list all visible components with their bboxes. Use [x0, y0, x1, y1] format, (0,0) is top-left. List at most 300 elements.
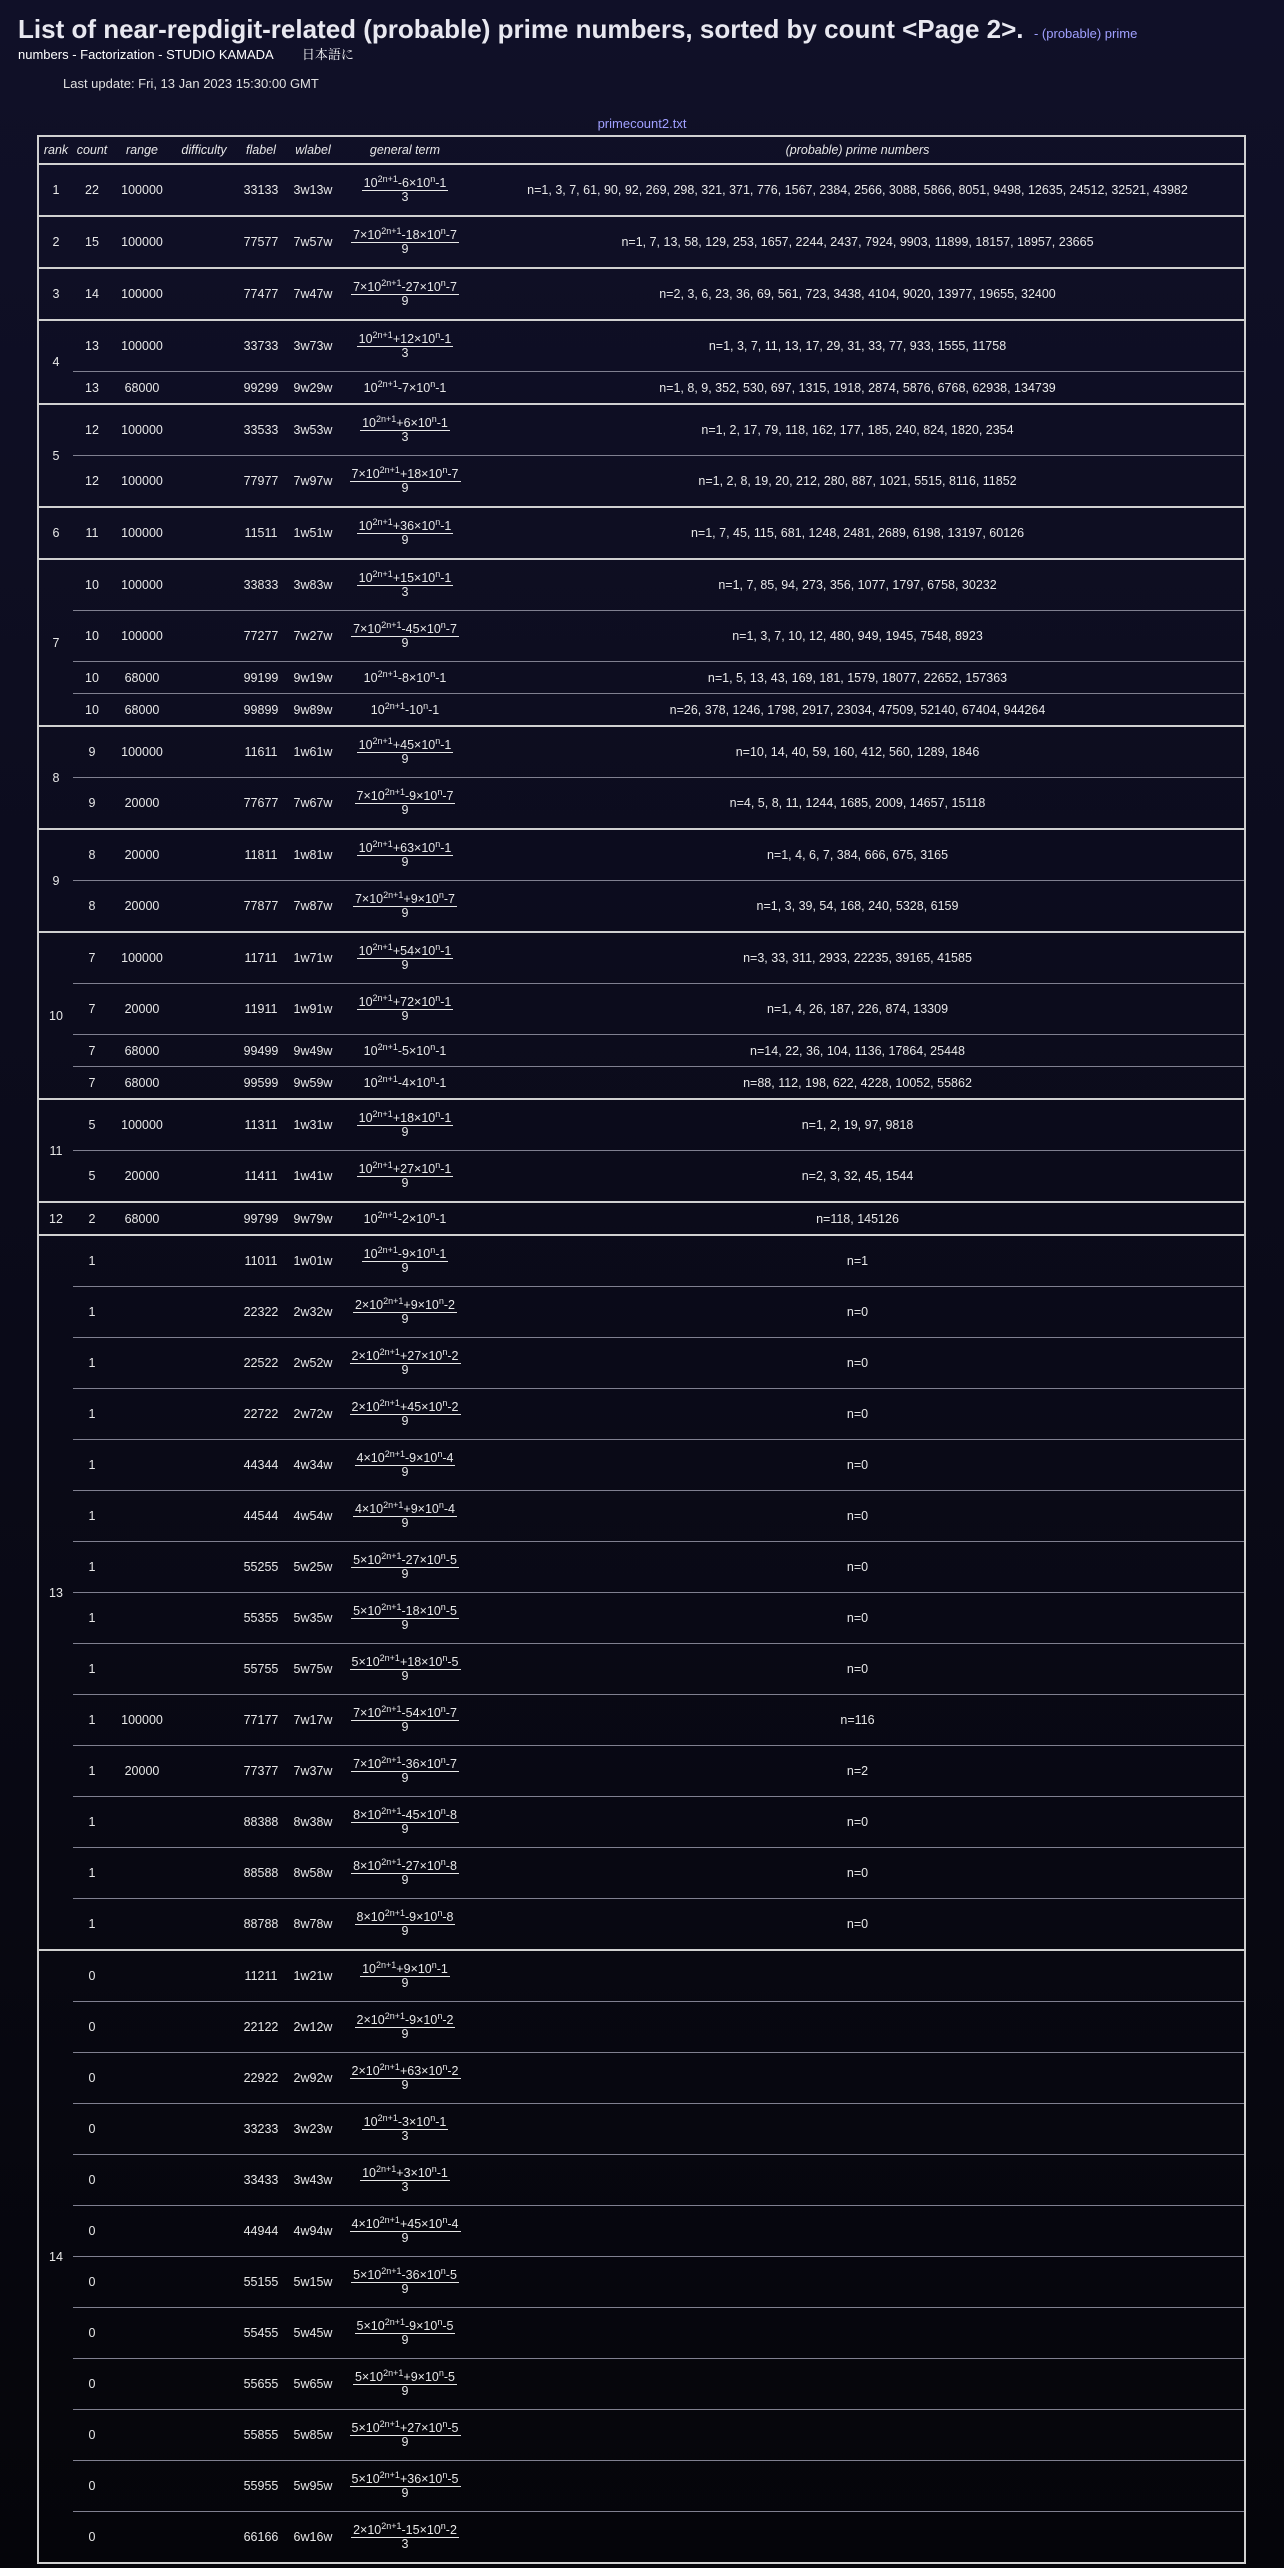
general-term-cell [339, 216, 471, 268]
table-row [38, 1287, 1245, 1338]
difficulty-cell [173, 611, 235, 662]
nav-link-primes[interactable]: - (probable) prime [1033, 26, 1138, 41]
wlabel-cell: 9w59w [287, 1067, 339, 1100]
difficulty-cell [173, 2104, 235, 2155]
table-row [38, 984, 1245, 1035]
range-cell: 100000 [111, 611, 173, 662]
fraction: $\frac{5\times 10^{2n+1}-36\times 10^n-5}{9}$ [353, 2265, 457, 2296]
general-term-cell [339, 2053, 471, 2104]
difficulty-cell [173, 778, 235, 830]
fraction: $\frac{10^{2n+1}-6\times 10^n-1}{3}$ [363, 173, 447, 204]
difficulty-cell [173, 268, 235, 320]
primes-cell: n=0 [471, 1389, 1245, 1440]
count-cell: 0 [73, 2155, 111, 2206]
difficulty-cell [173, 881, 235, 933]
general-term-cell [339, 1389, 471, 1440]
table-row [38, 1542, 1245, 1593]
table-row [38, 456, 1245, 508]
table-row [38, 932, 1245, 984]
fraction: $\frac{10^{2n+1}+63\times 10^n-1}{9}$ [358, 838, 452, 869]
wlabel-cell: 7w27w [287, 611, 339, 662]
range-cell [111, 2512, 173, 2564]
count-cell: 5 [73, 1099, 111, 1151]
fraction: $\frac{10^{2n+1}+27\times 10^n-1}{9}$ [358, 1159, 452, 1190]
difficulty-cell [173, 1542, 235, 1593]
fraction: $\frac{5\times 10^{2n+1}+36\times 10^n-5}{9}$ [351, 2469, 459, 2500]
primes-cell: n=1, 7, 85, 94, 273, 356, 1077, 1797, 6758, 30232 [471, 559, 1245, 611]
flabel-cell: 55255 [235, 1542, 287, 1593]
page-title: List of near-repdigit-related (probable) prime numbers, sorted by count <Page 2>. [18, 14, 1024, 44]
general-term-cell [339, 1644, 471, 1695]
general-term-cell [339, 2206, 471, 2257]
fraction: $\frac{2\times 10^{2n+1}+27\times 10^n-2}{9}$ [351, 1346, 459, 1377]
count-cell: 0 [73, 1950, 111, 2002]
rank-cell: 5 [38, 404, 73, 507]
primes-cell: n=88, 112, 198, 622, 4228, 10052, 55862 [471, 1067, 1245, 1100]
wlabel-cell: 5w85w [287, 2410, 339, 2461]
difficulty-cell [173, 2410, 235, 2461]
table-row [38, 1389, 1245, 1440]
flabel-cell: 11811 [235, 829, 287, 881]
general-term-cell [339, 1899, 471, 1951]
range-cell [111, 1797, 173, 1848]
count-cell: 5 [73, 1151, 111, 1203]
general-term-cell [339, 881, 471, 933]
range-cell [111, 2359, 173, 2410]
count-cell: 7 [73, 1035, 111, 1067]
difficulty-cell [173, 1440, 235, 1491]
wlabel-cell: 5w75w [287, 1644, 339, 1695]
count-cell: 0 [73, 2002, 111, 2053]
table-row [38, 1644, 1245, 1695]
primes-cell: n=0 [471, 1491, 1245, 1542]
primes-cell: n=1, 8, 9, 352, 530, 697, 1315, 1918, 2874, 5876, 6768, 62938, 134739 [471, 372, 1245, 405]
flabel-cell: 88588 [235, 1848, 287, 1899]
flabel-cell: 11911 [235, 984, 287, 1035]
general-term-cell [339, 1542, 471, 1593]
wlabel-cell: 5w95w [287, 2461, 339, 2512]
wlabel-cell: 1w81w [287, 829, 339, 881]
count-cell: 1 [73, 1542, 111, 1593]
range-cell [111, 2308, 173, 2359]
wlabel-cell: 1w31w [287, 1099, 339, 1151]
primes-cell: n=1, 2, 8, 19, 20, 212, 280, 887, 1021, 5515, 8116, 11852 [471, 456, 1245, 508]
general-term-cell [339, 1695, 471, 1746]
table-row [38, 694, 1245, 727]
flabel-cell: 88388 [235, 1797, 287, 1848]
table-row [38, 404, 1245, 456]
range-cell [111, 1389, 173, 1440]
nav-link-japanese[interactable]: 日本語に [301, 47, 354, 62]
nav-links [18, 44, 354, 63]
wlabel-cell: 2w12w [287, 2002, 339, 2053]
flabel-cell: 55655 [235, 2359, 287, 2410]
count-cell: 9 [73, 726, 111, 778]
flabel-cell: 44344 [235, 1440, 287, 1491]
primes-cell: n=1, 7, 13, 58, 129, 253, 1657, 2244, 2437, 7924, 9903, 11899, 18157, 18957, 23665 [471, 216, 1245, 268]
primes-cell: n=0 [471, 1644, 1245, 1695]
primes-cell: n=2, 3, 32, 45, 1544 [471, 1151, 1245, 1203]
primes-cell: n=1, 3, 7, 11, 13, 17, 29, 31, 33, 77, 933, 1555, 11758 [471, 320, 1245, 372]
wlabel-cell: 7w67w [287, 778, 339, 830]
difficulty-cell [173, 164, 235, 216]
table-row [38, 1848, 1245, 1899]
primes-cell [471, 2104, 1245, 2155]
general-term-cell [339, 1797, 471, 1848]
count-cell: 0 [73, 2308, 111, 2359]
fraction: $\frac{7\times 10^{2n+1}-36\times 10^n-7}{9}$ [353, 1754, 457, 1785]
fraction: $\frac{7\times 10^{2n+1}+9\times 10^n-7}{9}$ [354, 889, 456, 920]
general-term-cell: $10^{2n+1}-7\times 10^n-1$ [339, 372, 471, 405]
range-cell: 68000 [111, 1035, 173, 1067]
count-cell: 10 [73, 611, 111, 662]
range-cell [111, 1899, 173, 1951]
count-cell: 1 [73, 1899, 111, 1951]
rank-cell: 13 [38, 1235, 73, 1950]
wlabel-cell: 2w92w [287, 2053, 339, 2104]
count-cell: 0 [73, 2410, 111, 2461]
range-cell: 20000 [111, 1151, 173, 1203]
range-cell: 100000 [111, 456, 173, 508]
fraction: $\frac{4\times 10^{2n+1}+9\times 10^n-4}{9}$ [354, 1499, 456, 1530]
fraction: $\frac{10^{2n+1}+54\times 10^n-1}{9}$ [358, 941, 452, 972]
wlabel-cell: 7w87w [287, 881, 339, 933]
primes-cell: n=0 [471, 1287, 1245, 1338]
rank-cell: 9 [38, 829, 73, 932]
general-term-cell [339, 1491, 471, 1542]
wlabel-cell: 7w37w [287, 1746, 339, 1797]
difficulty-cell [173, 404, 235, 456]
fraction: $\frac{7\times 10^{2n+1}-27\times 10^n-7}{9}$ [353, 277, 457, 308]
table-header-row [38, 136, 1245, 164]
flabel-cell: 44544 [235, 1491, 287, 1542]
wlabel-cell: 1w91w [287, 984, 339, 1035]
flabel-cell: 99299 [235, 372, 287, 405]
count-cell: 7 [73, 932, 111, 984]
table-row [38, 2257, 1245, 2308]
count-cell: 7 [73, 1067, 111, 1100]
general-term-cell [339, 2359, 471, 2410]
difficulty-cell [173, 1202, 235, 1235]
count-cell: 0 [73, 2104, 111, 2155]
table-row [38, 1067, 1245, 1100]
general-term-cell [339, 456, 471, 508]
range-cell: 100000 [111, 164, 173, 216]
nav-link-studio[interactable]: numbers - Factorization - STUDIO KAMADA [18, 47, 274, 62]
difficulty-cell [173, 1099, 235, 1151]
primes-cell [471, 2308, 1245, 2359]
fraction: $\frac{10^{2n+1}+72\times 10^n-1}{9}$ [358, 992, 452, 1023]
difficulty-cell [173, 216, 235, 268]
fraction: $\frac{5\times 10^{2n+1}+9\times 10^n-5}{9}$ [354, 2367, 456, 2398]
primes-cell [471, 2359, 1245, 2410]
count-cell: 1 [73, 1797, 111, 1848]
count-cell: 15 [73, 216, 111, 268]
flabel-cell: 77977 [235, 456, 287, 508]
range-cell [111, 1542, 173, 1593]
range-cell [111, 1491, 173, 1542]
difficulty-cell [173, 456, 235, 508]
general-term-cell: $10^{2n+1}-4\times 10^n-1$ [339, 1067, 471, 1100]
range-cell: 68000 [111, 662, 173, 694]
table-row [38, 1151, 1245, 1203]
fraction: $\frac{7\times 10^{2n+1}+18\times 10^n-7}{9}$ [351, 464, 459, 495]
table-row [38, 1035, 1245, 1067]
range-cell: 100000 [111, 726, 173, 778]
range-cell [111, 1950, 173, 2002]
general-term-cell [339, 2155, 471, 2206]
general-term-cell [339, 1151, 471, 1203]
flabel-cell: 55155 [235, 2257, 287, 2308]
table-row [38, 1099, 1245, 1151]
count-cell: 1 [73, 1491, 111, 1542]
count-cell: 9 [73, 778, 111, 830]
table-row [38, 2206, 1245, 2257]
difficulty-cell [173, 932, 235, 984]
flabel-cell: 77877 [235, 881, 287, 933]
general-term-cell [339, 1746, 471, 1797]
rank-cell: 12 [38, 1202, 73, 1235]
count-cell: 13 [73, 372, 111, 405]
primes-cell: n=1, 4, 26, 187, 226, 874, 13309 [471, 984, 1245, 1035]
flabel-cell: 33533 [235, 404, 287, 456]
flabel-cell: 33733 [235, 320, 287, 372]
primes-cell [471, 2512, 1245, 2564]
primes-cell: n=116 [471, 1695, 1245, 1746]
wlabel-cell: 3w43w [287, 2155, 339, 2206]
general-term-cell [339, 2308, 471, 2359]
difficulty-cell [173, 662, 235, 694]
wlabel-cell: 4w34w [287, 1440, 339, 1491]
wlabel-cell: 6w16w [287, 2512, 339, 2564]
difficulty-cell [173, 1899, 235, 1951]
table-row [38, 559, 1245, 611]
flabel-cell: 33233 [235, 2104, 287, 2155]
count-cell: 1 [73, 1695, 111, 1746]
fraction: $\frac{10^{2n+1}+3\times 10^n-1}{3}$ [362, 2163, 448, 2194]
fraction: $\frac{7\times 10^{2n+1}-9\times 10^n-7}{9}$ [356, 786, 454, 817]
rank-cell: 6 [38, 507, 73, 559]
general-term-cell: $10^{2n+1}-8\times 10^n-1$ [339, 662, 471, 694]
count-cell: 0 [73, 2206, 111, 2257]
difficulty-cell [173, 320, 235, 372]
difficulty-cell [173, 1151, 235, 1203]
range-cell: 100000 [111, 932, 173, 984]
rank-cell: 11 [38, 1099, 73, 1202]
range-cell [111, 1848, 173, 1899]
flabel-cell: 11511 [235, 507, 287, 559]
wlabel-cell: 8w78w [287, 1899, 339, 1951]
flabel-cell: 55455 [235, 2308, 287, 2359]
range-cell: 68000 [111, 1067, 173, 1100]
wlabel-cell: 1w61w [287, 726, 339, 778]
general-term-cell [339, 1440, 471, 1491]
range-cell: 100000 [111, 1099, 173, 1151]
difficulty-cell [173, 829, 235, 881]
fraction: $\frac{10^{2n+1}-3\times 10^n-1}{3}$ [363, 2112, 447, 2143]
difficulty-cell [173, 1848, 235, 1899]
difficulty-cell [173, 372, 235, 405]
range-cell: 100000 [111, 216, 173, 268]
range-cell: 100000 [111, 268, 173, 320]
count-cell: 1 [73, 1746, 111, 1797]
count-cell: 0 [73, 2512, 111, 2564]
range-cell [111, 2053, 173, 2104]
difficulty-cell [173, 1593, 235, 1644]
flabel-cell: 99799 [235, 1202, 287, 1235]
flabel-cell: 77277 [235, 611, 287, 662]
primes-cell: n=1, 2, 17, 79, 118, 162, 177, 185, 240, 824, 1820, 2354 [471, 404, 1245, 456]
flabel-cell: 22522 [235, 1338, 287, 1389]
table-row [38, 2002, 1245, 2053]
wlabel-cell: 1w21w [287, 1950, 339, 2002]
table-row [38, 1797, 1245, 1848]
fraction: $\frac{10^{2n+1}+12\times 10^n-1}{3}$ [358, 329, 452, 360]
difficulty-cell [173, 726, 235, 778]
table-row [38, 881, 1245, 933]
general-term-cell [339, 2257, 471, 2308]
primes-cell: n=0 [471, 1338, 1245, 1389]
wlabel-cell: 2w32w [287, 1287, 339, 1338]
difficulty-cell [173, 2206, 235, 2257]
general-term-cell [339, 2461, 471, 2512]
prime-table [37, 135, 1246, 2564]
flabel-cell: 11411 [235, 1151, 287, 1203]
table-row [38, 2512, 1245, 2564]
file-link[interactable]: primecount2.txt [597, 116, 687, 131]
page-header [0, 0, 1284, 91]
rank-cell: 10 [38, 932, 73, 1099]
table-row [38, 372, 1245, 405]
flabel-cell: 55355 [235, 1593, 287, 1644]
count-cell: 0 [73, 2359, 111, 2410]
general-term-cell [339, 268, 471, 320]
primes-cell: n=0 [471, 1899, 1245, 1951]
wlabel-cell: 5w35w [287, 1593, 339, 1644]
rank-cell: 3 [38, 268, 73, 320]
difficulty-cell [173, 1389, 235, 1440]
count-cell: 22 [73, 164, 111, 216]
general-term-cell [339, 984, 471, 1035]
fraction: $\frac{2\times 10^{2n+1}+45\times 10^n-2}{9}$ [351, 1397, 459, 1428]
difficulty-cell [173, 1950, 235, 2002]
table-row [38, 164, 1245, 216]
difficulty-cell [173, 1338, 235, 1389]
wlabel-cell: 1w41w [287, 1151, 339, 1203]
count-cell: 10 [73, 694, 111, 727]
primes-cell [471, 2206, 1245, 2257]
rank-cell: 1 [38, 164, 73, 216]
wlabel-cell: 8w38w [287, 1797, 339, 1848]
wlabel-cell: 5w45w [287, 2308, 339, 2359]
table-row [38, 2104, 1245, 2155]
general-term-cell [339, 1287, 471, 1338]
count-cell: 10 [73, 559, 111, 611]
flabel-cell: 77377 [235, 1746, 287, 1797]
primes-cell: n=1, 3, 7, 61, 90, 92, 269, 298, 321, 371, 776, 1567, 2384, 2566, 3088, 5866, 8051, 9498, 12635, 24512, 32521, 43982 [471, 164, 1245, 216]
rank-cell: 8 [38, 726, 73, 829]
general-term-cell [339, 2410, 471, 2461]
difficulty-cell [173, 2257, 235, 2308]
difficulty-cell [173, 559, 235, 611]
range-cell: 100000 [111, 1695, 173, 1746]
wlabel-cell: 9w79w [287, 1202, 339, 1235]
primes-cell: n=26, 378, 1246, 1798, 2917, 23034, 47509, 52140, 67404, 944264 [471, 694, 1245, 727]
general-term-cell [339, 320, 471, 372]
count-cell: 11 [73, 507, 111, 559]
difficulty-cell [173, 1235, 235, 1287]
general-term-cell [339, 1593, 471, 1644]
wlabel-cell: 9w29w [287, 372, 339, 405]
fraction: $\frac{10^{2n+1}-9\times 10^n-1}{9}$ [363, 1244, 447, 1275]
count-cell: 8 [73, 881, 111, 933]
range-cell [111, 2206, 173, 2257]
range-cell [111, 2002, 173, 2053]
fraction: $\frac{2\times 10^{2n+1}-9\times 10^n-2}{9}$ [356, 2010, 454, 2041]
flabel-cell: 11311 [235, 1099, 287, 1151]
flabel-cell: 55855 [235, 2410, 287, 2461]
count-cell: 2 [73, 1202, 111, 1235]
wlabel-cell: 2w72w [287, 1389, 339, 1440]
general-term-cell [339, 404, 471, 456]
rank-cell: 4 [38, 320, 73, 404]
general-term-cell [339, 2512, 471, 2564]
range-cell [111, 1235, 173, 1287]
flabel-cell: 22922 [235, 2053, 287, 2104]
count-cell: 1 [73, 1848, 111, 1899]
range-cell: 68000 [111, 694, 173, 727]
fraction: $\frac{10^{2n+1}+18\times 10^n-1}{9}$ [358, 1108, 452, 1139]
fraction: $\frac{5\times 10^{2n+1}+18\times 10^n-5}{9}$ [351, 1652, 459, 1683]
table-row [38, 1491, 1245, 1542]
general-term-cell [339, 1099, 471, 1151]
fraction: $\frac{8\times 10^{2n+1}-9\times 10^n-8}{9}$ [356, 1907, 454, 1938]
difficulty-cell [173, 2512, 235, 2564]
table-row [38, 829, 1245, 881]
last-update: Last update: Fri, 13 Jan 2023 15:30:00 GMT [63, 76, 319, 91]
count-cell: 0 [73, 2461, 111, 2512]
flabel-cell: 55755 [235, 1644, 287, 1695]
primes-cell: n=0 [471, 1440, 1245, 1491]
primes-cell: n=1, 3, 7, 10, 12, 480, 949, 1945, 7548, 8923 [471, 611, 1245, 662]
table-row [38, 726, 1245, 778]
count-cell: 13 [73, 320, 111, 372]
flabel-cell: 99499 [235, 1035, 287, 1067]
wlabel-cell: 9w89w [287, 694, 339, 727]
primes-cell: n=1, 5, 13, 43, 169, 181, 1579, 18077, 22652, 157363 [471, 662, 1245, 694]
col-rank: rank [38, 136, 73, 164]
difficulty-cell [173, 507, 235, 559]
count-cell: 12 [73, 404, 111, 456]
count-cell: 0 [73, 2053, 111, 2104]
range-cell [111, 2461, 173, 2512]
flabel-cell: 11211 [235, 1950, 287, 2002]
primes-cell: n=2 [471, 1746, 1245, 1797]
difficulty-cell [173, 1035, 235, 1067]
general-term-cell [339, 507, 471, 559]
fraction: $\frac{10^{2n+1}+6\times 10^n-1}{3}$ [362, 413, 448, 444]
table-row [38, 778, 1245, 830]
general-term-cell: $10^{2n+1}-10^n-1$ [339, 694, 471, 727]
wlabel-cell: 4w54w [287, 1491, 339, 1542]
wlabel-cell: 3w53w [287, 404, 339, 456]
table-row [38, 662, 1245, 694]
primes-cell: n=14, 22, 36, 104, 1136, 17864, 25448 [471, 1035, 1245, 1067]
fraction: $\frac{2\times 10^{2n+1}-15\times 10^n-2}{3}$ [353, 2520, 457, 2551]
general-term-cell [339, 1950, 471, 2002]
flabel-cell: 77677 [235, 778, 287, 830]
rank-cell: 14 [38, 1950, 73, 2563]
